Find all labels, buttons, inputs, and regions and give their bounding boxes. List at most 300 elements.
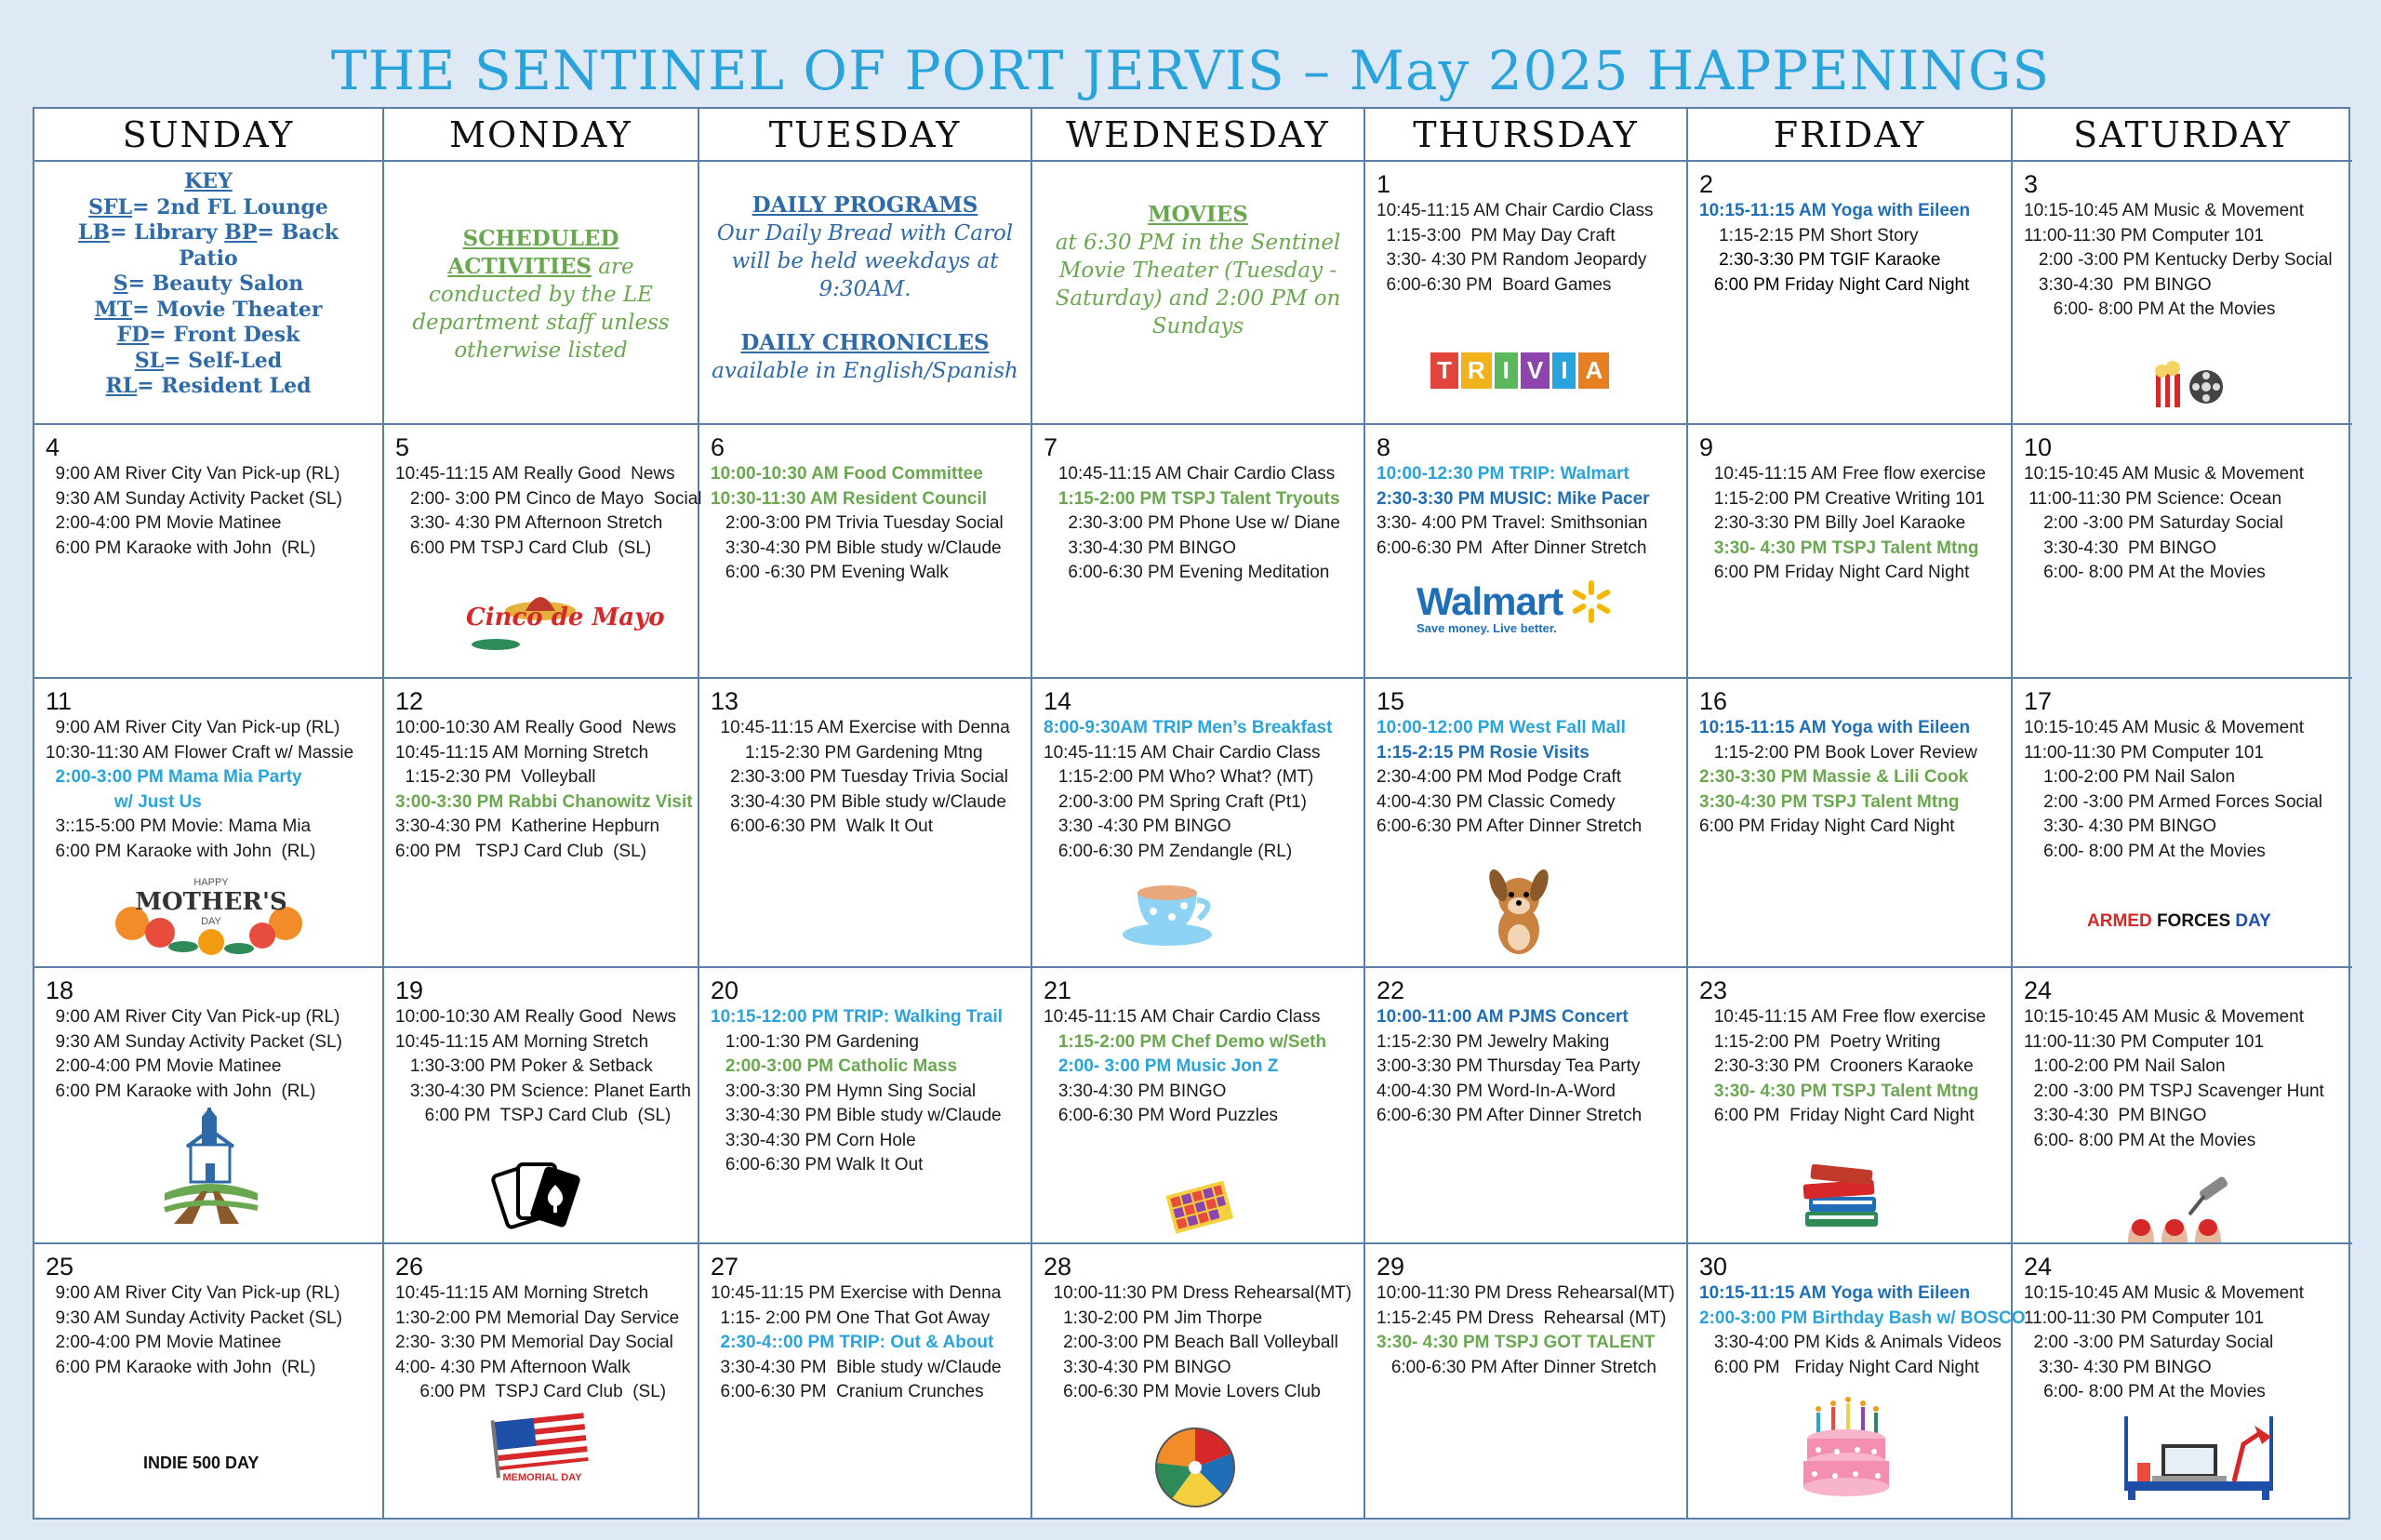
event-line: 10:15-11:15 AM Yoga with Eileen [1699,201,1971,220]
day-events [711,1252,1019,1405]
event-line: 10:45-11:15 AM Chair Cardio Class [1044,464,1336,484]
movies-text: at 6:30 PM in the Sentinel Movie Theater (Tuesday - Saturday) and 2:00 PM on Sundays [1055,231,1341,339]
day-number: 2 [1699,170,1714,198]
key-abbr: RL [105,374,138,398]
event-line: 2:00-3:00 PM Trivia Tuesday Social [711,513,1004,533]
event-line: 1:15-2:30 PM Volleyball [395,767,596,787]
day-events [2024,169,2341,323]
event-line: 3:30-4:30 PM BINGO [2024,1106,2207,1125]
event-line: 3:30-4:30 PM Bible study w/Claude [711,538,1002,558]
daily-programs-heading: DAILY PROGRAMS [752,192,978,218]
daily-chronicles-heading: DAILY CHRONICLES [740,330,990,355]
event-line: 1:15-2:00 PM Creative Writing 101 [1699,488,1985,509]
event-line: 2:30-3:30 PM Crooners Karaoke [1699,1056,1974,1076]
event-line: 10:15-10:45 AM Music & Movement [2024,464,2304,484]
event-line: 3:30- 4:00 PM Travel: Smithsonian [1377,513,1648,533]
event-line: 1:30-2:00 PM Jim Thorpe [1044,1308,1263,1328]
event-line: 2:30- 3:30 PM Memorial Day Social [395,1333,673,1352]
day-cell-may-18 [34,968,384,1244]
day-events [2024,686,2341,864]
day-cell-may-11 [34,679,384,968]
event-line: 6:00- 8:00 PM At the Movies [2024,1130,2256,1150]
key-text: = 2nd FL Lounge [132,194,328,219]
cinco-text: Cinco de Mayo [466,604,665,631]
mothers-day-clipart [109,872,313,961]
cinco-de-mayo-icon [459,583,665,662]
event-line: 10:15-10:45 AM Music & Movement [2024,1283,2304,1303]
day-number: 30 [1699,1253,1728,1281]
day-events [2024,432,2341,586]
beach-ball-icon [1153,1426,1237,1514]
event-line: 3:30-4:30 PM TSPJ Talent Mtng [1699,791,1960,812]
event-line: 2:00- 3:00 PM Music Jon Z [1044,1056,1279,1076]
event-line: 8:00-9:30AM TRIP Men’s Breakfast [1044,718,1333,737]
event-line: 6:00-6:30 PM Walk It Out [711,1155,924,1175]
daily-programs-text: Our Daily Bread with Carol will be held weekdays at 9:30AM. [716,221,1014,301]
day-cell-may-7 [1032,425,1365,679]
day-number: 11 [46,687,73,715]
event-line: 2:00 -3:00 PM Armed Forces Social [2024,791,2323,812]
event-line: 10:45-11:15 AM Chair Cardio Class [1044,742,1321,763]
day-number: 24 [2024,1253,2053,1281]
movie-popcorn-icon [2152,357,2227,418]
key-text: = Beauty Salon [127,272,304,296]
event-line: 10:00-11:30 PM Dress Rehearsal(MT) [1044,1283,1352,1303]
day-cell-may-30 [1688,1244,2026,1520]
key-abbr: FD [116,323,150,347]
day-cell-may-13 [699,679,1032,968]
day-cell-may-16 [1688,679,2013,968]
event-line: 4:00-4:30 PM Word-In-A-Word [1377,1081,1616,1101]
event-line: 3:30- 4:30 PM BINGO [2024,1357,2212,1377]
day-number: 25 [46,1253,74,1281]
event-line: 3:30-4:30 PM BINGO [1044,1081,1227,1101]
event-line: 6:00- 8:00 PM At the Movies [2024,841,2266,861]
event-line: 1:15-2:15 PM Short Story [1699,225,1919,246]
event-line: 6:00-6:30 PM Word Puzzles [1044,1106,1279,1125]
event-line: 3:30-4:30 PM BINGO [1044,1357,1231,1377]
event-line: 1:15-2:00 PM Chef Demo w/Seth [1044,1031,1327,1052]
event-line: 6:00-6:30 PM Cranium Crunches [711,1382,984,1401]
event-line: 1:30-3:00 PM Poker & Setback [395,1056,653,1076]
event-line: 1:00-1:30 PM Gardening [711,1031,919,1052]
day-cell-may-2 [1688,162,2013,425]
day-header-monday: MONDAY [384,109,699,162]
event-line: 2:30-3:30 PM Massie & Lili Cook [1699,767,1969,787]
event-line: 3:30 -4:30 PM BINGO [1044,816,1231,836]
event-line: 1:00-2:00 PM Nail Salon [2024,1056,2226,1076]
event-line: 3:00-3:30 PM Thursday Tea Party [1377,1056,1641,1076]
day-number: 20 [711,976,739,1004]
movies-heading: MOVIES [1148,202,1248,227]
event-line: 9:00 AM River City Van Pick-up (RL) [46,1283,340,1303]
event-line: 6:00-6:30 PM After Dinner Stretch [1377,816,1643,836]
day-header-sunday: SUNDAY [34,109,384,162]
movies-cell [1032,162,1365,425]
event-line: 9:00 AM River City Van Pick-up (RL) [46,1007,340,1027]
day-cell-may-5 [384,425,702,679]
day-cell-may-21 [1032,968,1365,1244]
event-line: 3:30- 4:30 PM TSPJ GOT TALENT [1377,1333,1656,1352]
event-line: 10:00-11:00 AM PJMS Concert [1377,1007,1629,1027]
daily-chronicles-text: available in English/Spanish [712,359,1018,383]
event-line: 3:30-4:30 PM BINGO [2024,538,2216,558]
day-cell-may-8 [1365,425,1688,679]
day-number: 22 [1377,976,1405,1004]
event-line: 6:00 PM TSPJ Card Club (SL) [395,1382,667,1401]
walmart-wordmark: Walmart [1417,579,1563,623]
key-heading: KEY [184,169,233,193]
key-text: = Resident Led [137,374,312,398]
day-events [1699,1252,2026,1380]
key-text: = Library [110,220,225,245]
event-line: 10:30-11:30 AM Resident Council [711,488,988,509]
event-line: 10:30-11:30 AM Flower Craft w/ Massie [46,742,354,763]
day-number: 27 [711,1253,739,1281]
event-line: 9:00 AM River City Van Pick-up (RL) [46,718,340,737]
event-line: 2:30-3:00 PM Tuesday Trivia Social [711,767,1008,787]
day-number: 19 [395,976,424,1004]
event-line: 6:00 PM TSPJ Card Club (SL) [395,1106,672,1125]
event-line: 2:00 -3:00 PM TSPJ Scavenger Hunt [2024,1081,2324,1101]
day-cell-may-14 [1032,679,1365,968]
event-line: 4:00- 4:30 PM Afternoon Walk [395,1357,631,1377]
event-line: 3:30- 4:30 PM Afternoon Stretch [395,513,663,533]
event-line: 2:00 -3:00 PM Kentucky Derby Social [2024,250,2333,270]
event-line: 3:30-4:30 PM Corn Hole [711,1130,916,1150]
day-cell-may-6 [699,425,1032,679]
event-line: 1:00-2:00 PM Nail Salon [2024,767,2236,787]
day-number: 14 [1044,687,1072,715]
walmart-tagline: Save money. Live better. [1417,621,1557,635]
day-cell-may-20 [699,968,1032,1244]
key-cell [34,162,384,425]
event-line: 2:00-3:00 PM Birthday Bash w/ BOSCO [1699,1308,2026,1328]
event-line: 1:15-2:00 PM Book Lover Review [1699,742,1977,763]
day-number: 24 [2024,976,2053,1004]
day-cell-may-19 [384,968,699,1244]
event-line: 6:00 PM Friday Night Card Night [1699,274,1970,295]
event-line: 10:15-11:15 AM Yoga with Eileen [1699,1283,1971,1303]
event-line: 3:00-3:30 PM Hymn Sing Social [711,1081,977,1101]
event-line: 2:30-3:30 PM MUSIC: Mike Pacer [1377,488,1650,509]
day-events [2024,1252,2341,1405]
key-text: = Back Patio [179,220,339,271]
event-line: 3:30-4:30 PM BINGO [1044,538,1236,558]
event-line: 1:15-2:00 PM TSPJ Talent Tryouts [1044,488,1340,509]
event-line: 2:00-3:00 PM Spring Craft (Pt1) [1044,791,1308,812]
calendar-grid [33,107,2350,1520]
day-number: 28 [1044,1253,1072,1281]
event-line: 10:00-12:00 PM West Fall Mall [1377,718,1626,737]
event-line: 6:00 -6:30 PM Evening Walk [711,563,949,582]
event-line: 10:15-10:45 AM Music & Movement [2024,201,2304,220]
american-flag-icon [491,1412,593,1491]
event-line: 11:00-11:30 PM Computer 101 [2024,225,2265,246]
event-line: 6:00- 8:00 PM At the Movies [2024,1382,2266,1401]
day-cell-may-29 [1365,1244,1688,1520]
walmart-logo [1417,578,1615,635]
scheduled-text: are conducted by the LE department staff unless otherwise listed [412,255,670,363]
teacup-icon [1121,874,1223,953]
day-number: 1 [1377,170,1391,198]
day-events [395,432,702,561]
event-line: 3:30-4:30 PM Bible study w/Claude [711,791,1006,812]
day-events [2024,976,2341,1153]
event-line: 10:45-11:15 AM Really Good News [395,464,675,484]
event-line: 6:00-6:30 PM Movie Lovers Club [1044,1382,1321,1401]
event-line: 2:00-3:00 PM Catholic Mass [711,1056,958,1076]
key-abbr: MT [94,297,133,322]
event-line: 10:15-10:45 AM Music & Movement [2024,718,2304,737]
event-line: 10:45-11:15 AM Morning Stretch [395,1031,649,1052]
event-line: 2:00-4:00 PM Movie Matinee [46,1333,282,1352]
event-line: 10:45-11:15 AM Exercise with Denna [711,718,1010,737]
event-line: 9:30 AM Sunday Activity Packet (SL) [46,1308,342,1328]
event-line: 10:15-12:00 PM TRIP: Walking Trail [711,1007,1003,1027]
day-events [1699,976,2000,1129]
day-number: 29 [1377,1253,1405,1281]
event-line: 6:00-6:30 PM After Dinner Stretch [1377,538,1647,558]
event-line: 1:15-2:00 PM Who? What? (MT) [1044,767,1314,787]
event-line: 6:00-6:30 PM Board Games [1377,274,1612,295]
event-line: 3:30-4:00 PM Kids & Animals Videos [1699,1333,2002,1352]
page-title: THE SENTINEL OF PORT JERVIS – May 2025 HAPPENINGS [330,39,2051,102]
key-abbr: SFL [88,194,133,219]
trivia-clipart: T R I V I A [1430,352,1609,389]
event-line: 11:00-11:30 PM Computer 101 [2024,742,2265,763]
event-line: 3:30-4:30 PM Bible study w/Claude [711,1106,1002,1125]
day-events [1699,432,2000,586]
event-line: 3:30-4:30 PM Katherine Hepburn [395,816,660,836]
event-line: 10:15-10:45 AM Music & Movement [2024,1007,2304,1027]
forces-word: FORCES [2156,911,2231,931]
event-line: 3:30- 4:30 PM TSPJ Talent Mtng [1699,1081,1979,1101]
event-line: 3:00-3:30 PM Rabbi Chanowitz Visit [395,791,693,812]
day-number: 6 [711,433,725,461]
event-line: 10:45-11:15 AM Free flow exercise [1699,464,1987,484]
day-events [1377,432,1675,561]
day-number: 5 [395,433,410,461]
event-line: 3:30-4:30 PM Science: Planet Earth [395,1081,691,1101]
day-cell-may-28 [1032,1244,1365,1520]
puppy-icon [1482,865,1556,962]
event-line: 6:00 PM Friday Night Card Night [1699,563,1970,582]
event-line: 2:00-3:00 PM Beach Ball Volleyball [1044,1333,1338,1352]
event-line: 9:30 AM Sunday Activity Packet (SL) [46,1031,342,1052]
event-line: 2:30-4::00 PM TRIP: Out & About [711,1333,994,1352]
event-line: 6:00 PM Friday Night Card Night [1699,816,1955,836]
event-line: 11:00-11:30 PM Computer 101 [2024,1031,2265,1052]
day-cell-may-12 [384,679,699,968]
day-number: 16 [1699,687,1728,715]
day-events [711,686,1019,840]
day-cell-may-1 [1365,162,1688,425]
day-number: 9 [1699,433,1714,461]
day-number: 21 [1044,976,1072,1004]
event-line: 1:15-2:15 PM Rosie Visits [1377,742,1590,763]
event-line: 3:30- 4:30 PM TSPJ Talent Mtng [1699,538,1979,558]
key-abbr: BP [224,220,258,245]
armed-word: ARMED [2087,911,2152,931]
event-line: 1:15-2:30 PM Gardening Mtng [711,742,983,763]
event-line: 10:00-10:30 AM Really Good News [395,1007,677,1027]
books-stack-icon [1800,1163,1883,1238]
day-events [1044,1252,1352,1405]
day-cell-may-31 [2013,1244,2352,1520]
day-cell-may-27 [699,1244,1032,1520]
day-events [46,1252,371,1380]
day-header-saturday: SATURDAY [2013,109,2352,162]
event-line: 10:45-11:15 AM Morning Stretch [395,742,649,763]
day-cell-may-4 [34,425,384,679]
scheduled-heading: SCHEDULED ACTIVITIES [447,226,619,279]
day-events [395,686,693,864]
day-number: 12 [395,687,424,715]
word-puzzle-icon [1163,1182,1237,1238]
key-abbr: S [113,272,128,296]
key-abbr: LB [78,220,111,245]
key-abbr: SL [134,348,165,373]
event-line: 6:00-6:30 PM After Dinner Stretch [1377,1357,1656,1377]
event-line: 3::15-5:00 PM Movie: Mama Mia [46,816,312,836]
event-line: 10:15-11:15 AM Yoga with Eileen [1699,718,1971,737]
day-cell-may-3 [2013,162,2352,425]
day-events [395,976,691,1129]
day-header-wednesday: WEDNESDAY [1032,109,1365,162]
mothers-day-word: MOTHER'S [135,888,287,916]
day-cell-may-17 [2013,679,2352,968]
event-line: 6:00 PM Karaoke with John (RL) [46,1081,316,1101]
day-events [1044,432,1352,586]
event-line: 9:30 AM Sunday Activity Packet (SL) [46,488,342,509]
event-line: 6:00 PM Karaoke with John (RL) [46,1357,316,1377]
event-line: 9:00 AM River City Van Pick-up (RL) [46,464,340,484]
event-line: 6:00-6:30 PM After Dinner Stretch [1377,1106,1643,1125]
day-events [711,432,1019,586]
day-header-tuesday: TUESDAY [699,109,1032,162]
day-events [1377,976,1675,1129]
indie-500-day-note: INDIE 500 DAY [143,1454,259,1472]
day-events [46,686,371,864]
day-cell-may-10 [2013,425,2352,679]
day-events [1699,686,2000,840]
event-line: 2:30-3:30 PM Billy Joel Karaoke [1699,513,1966,533]
day-events [1377,1252,1675,1380]
day-header-friday: FRIDAY [1688,109,2013,162]
event-line: 1:15-2:30 PM Jewelry Making [1377,1031,1610,1052]
event-line: 3:30- 4:30 PM Random Jeopardy [1377,250,1647,270]
nail-polish-icon [2124,1177,2236,1247]
event-line: 2:30-4:00 PM Mod Podge Craft [1377,767,1621,787]
scheduled-activities-cell [384,162,699,425]
event-line: 6:00 PM Friday Night Card Night [1699,1357,1979,1377]
event-line: 1:30-2:00 PM Memorial Day Service [395,1308,680,1328]
day-events [46,976,371,1104]
event-line: 11:00-11:30 PM Science: Ocean [2024,488,2282,509]
day-cell-may-23 [1688,968,2013,1244]
event-line: 10:45-11:15 AM Morning Stretch [395,1283,649,1303]
day-cell-may-22 [1365,968,1688,1244]
event-line: 2:00- 3:00 PM Cinco de Mayo Social [395,488,702,509]
day-events [46,432,371,561]
day-events [1699,169,2000,298]
day-events [1377,686,1675,840]
event-line: 10:00-10:30 AM Food Committee [711,464,983,484]
day-number: 7 [1044,433,1058,461]
day-cell-may-24 [2013,968,2352,1244]
day-events [711,976,1019,1178]
birthday-cake-icon [1800,1398,1893,1505]
daily-programs-cell [699,162,1032,425]
event-line: 10:00-10:30 AM Really Good News [395,718,677,737]
event-line: 10:45-11:15 AM Chair Cardio Class [1377,201,1654,220]
event-line: 6:00-6:30 PM Zendangle (RL) [1044,841,1293,861]
event-line: 3:30-4:30 PM Bible study w/Claude [711,1357,1002,1377]
day-number: 13 [711,687,739,715]
event-line: 6:00- 8:00 PM At the Movies [2024,299,2276,319]
day-events [1044,686,1352,864]
day-number: 4 [46,433,60,461]
event-line: 6:00 PM TSPJ Card Club (SL) [395,538,652,558]
key-text: = Self-Led [164,348,283,373]
memorial-day-label: MEMORIAL DAY [502,1472,582,1483]
day-number: 17 [2024,687,2053,715]
event-line: 2:30-3:30 PM TGIF Karaoke [1699,250,1941,270]
church-icon [165,1108,258,1228]
event-line: 2:00 -3:00 PM Saturday Social [2024,513,2283,533]
event-line: 2:30-3:00 PM Phone Use w/ Diane [1044,513,1340,533]
armed-forces-day-note [2087,911,2271,932]
event-line: 1:15-3:00 PM May Day Craft [1377,225,1616,246]
day-events [1377,169,1675,298]
mothers-day-bottom: DAY [201,916,221,927]
event-line: 2:00-3:00 PM Mama Mia Party [46,767,302,787]
day-cell-may-9 [1688,425,2013,679]
playing-cards-icon [494,1159,578,1233]
event-line: 6:00-6:30 PM Evening Meditation [1044,563,1330,582]
key-text: = Movie Theater [132,297,323,322]
day-number: 8 [1377,433,1391,461]
event-line: 6:00 PM Karaoke with John (RL) [46,841,316,861]
day-number: 26 [395,1253,424,1281]
day-header-thursday: THURSDAY [1365,109,1688,162]
day-number: 18 [46,976,74,1004]
day-events [395,1252,686,1405]
event-line: 6:00- 8:00 PM At the Movies [2024,563,2266,582]
event-line: 6:00 PM Friday Night Card Night [1699,1106,1975,1125]
event-line: 2:00-4:00 PM Movie Matinee [46,1056,282,1076]
event-line: 6:00 PM Karaoke with John (RL) [46,538,316,558]
event-line: 4:00-4:30 PM Classic Comedy [1377,791,1616,812]
event-line: 10:45-11:15 AM Free flow exercise [1699,1007,1987,1027]
day-number: 15 [1377,687,1405,715]
event-line: 11:00-11:30 PM Computer 101 [2024,1308,2265,1328]
event-line: 10:45-11:15 AM Chair Cardio Class [1044,1007,1321,1027]
event-line: 1:15-2:00 PM Poetry Writing [1699,1031,1941,1052]
key-text: = Front Desk [149,323,300,347]
day-number: 3 [2024,170,2039,198]
day-word: DAY [2235,911,2271,931]
day-number: 23 [1699,976,1728,1004]
event-line: 3:30-4:30 PM BINGO [2024,274,2212,295]
day-events [1044,976,1352,1129]
mothers-day-top: HAPPY [193,877,229,888]
walmart-spark-icon [1568,578,1615,625]
day-cell-may-15 [1365,679,1688,968]
event-line: 6:00-6:30 PM Walk It Out [711,816,933,836]
day-cell-may-25 [34,1244,384,1520]
